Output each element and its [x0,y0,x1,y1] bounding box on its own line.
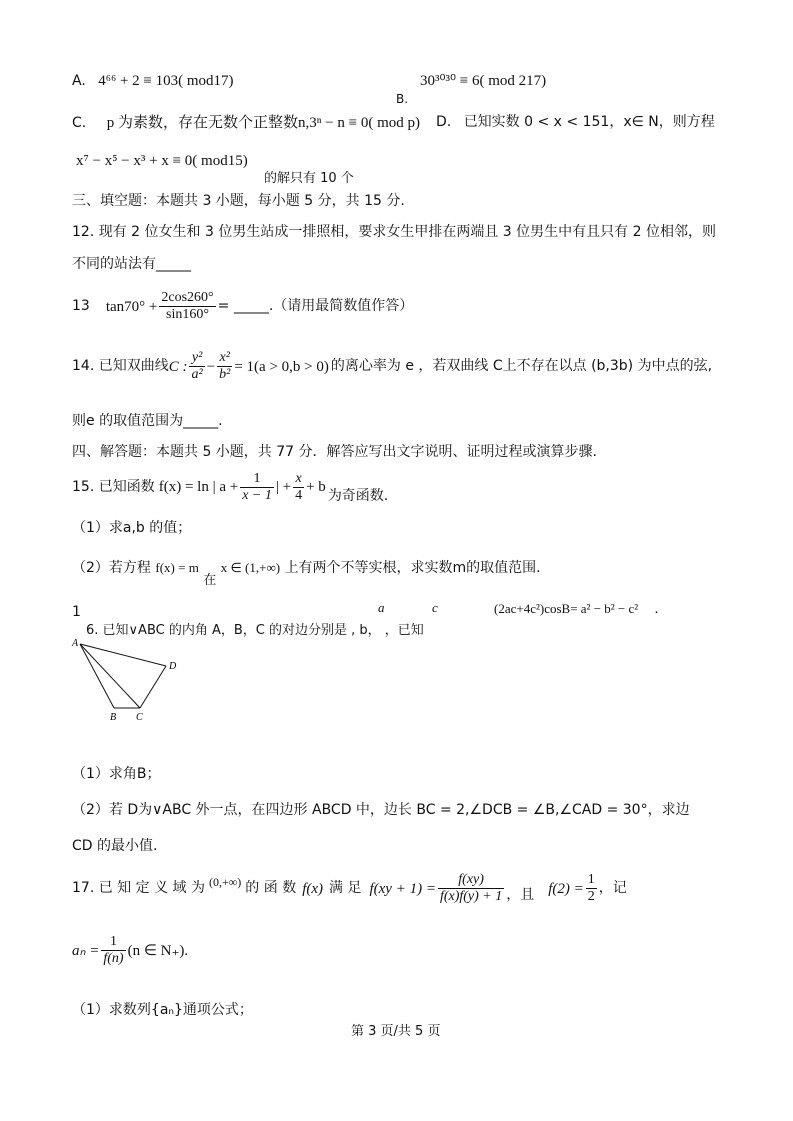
q13-frac-num: 2cos260° [159,290,215,307]
q15-frac-1 [240,471,274,504]
q16-number-top: 1 [72,604,81,620]
q11-option-c-label: C. [72,115,87,131]
q17-frac-f2-num: 1 [586,872,597,889]
q17-and: ，且 [506,887,535,904]
q12-line-1: 12. 现有 2 位女生和 3 位男生站成一排照相，要求女生甲排在两端且 3 位男生中有且只有 2 位相邻，则 [72,224,716,240]
q13-post: = _____.（请用最简数值作答） [217,298,414,315]
q15-part-1: （1）求a,b 的值； [72,520,192,536]
q15-expr-c: + b [306,479,326,496]
q13-frac-den: sin160° [166,307,209,323]
q16-floating-a: a [378,600,385,615]
q15-part-2-eq: f(x) = m [155,560,199,575]
q11-option-d-text: 已知实数 0 < x < 151，x∈ N，则方程 [463,114,715,130]
q15-frac-2 [293,471,304,504]
q14-frac-1 [189,350,204,383]
q16-part-1: （1）求角B； [72,766,161,782]
q17-text-c: 满 足 [329,880,362,897]
edge-ab [80,644,114,708]
vertex-d-label: D [169,661,177,672]
q17-domain: (0,+∞) [208,875,242,890]
q16-condition [494,600,658,618]
quadrilateral-figure [70,636,220,726]
vertex-b-label: B [110,712,117,723]
q14-frac-2 [217,350,232,383]
edge-ad [80,644,166,666]
q13 [72,290,413,323]
q15-frac-2-num: x [293,471,304,488]
q17-part-1: （1）求数列{aₙ}通项公式； [72,1002,253,1018]
q14-curve: C : [168,358,188,375]
section-3-heading: 三、填空题：本题共 3 小题，每小题 5 分，共 15 分. [72,193,405,209]
q16-floating-c: c [432,600,438,615]
q17-frac-f2-den: 2 [587,889,595,905]
page-footer: 第 3 页/共 5 页 [351,1024,441,1039]
q14-pre: 14. 已知双曲线 [72,358,169,375]
q11-option-c [72,114,420,132]
q15-part-2-post: 上有两个不等实根，求实数m的取值范围. [284,560,541,576]
q15-post: 为奇函数. [327,488,389,504]
vertex-a-label: A [72,638,79,649]
q17-text-b: 的 函 数 [245,880,297,897]
q17-frac-main-den: f(x)f(y) + 1 [439,889,503,905]
q11-option-a-label: A. [72,73,86,89]
q16-part-2: （2）若 D为∨ABC 外一点，在四边形 ABCD 中，边长 BC = 2,∠DCB = ∠B,∠CAD = 30°，求边 [72,802,690,818]
q15-frac-2-den: 4 [295,487,303,503]
q15-expr-b: | + [275,479,292,496]
q15-part-2-interval: x ∈ (1,+∞) [220,560,281,575]
q17-frac-main [438,872,504,905]
q11-option-b-expr: 30³⁰³⁰ ≡ 6( mod 217) [420,73,547,89]
q15-pre: 15. 已知函数 [72,479,155,495]
q12-line-2: 不同的站法有_____ [72,256,191,272]
q17-f2-lhs: f(2) = [548,880,584,897]
q13-pre: tan70° + [105,298,158,315]
q17-an-def [72,934,188,967]
q14-mid: 的离心率为 e ，若双曲线 C上不存在以点 (b,3b) 为中点的弦, [330,358,713,375]
q15-expr-a: f(x) = ln | a + [158,479,239,496]
q14-frac-1-den: a² [191,367,203,383]
q16-condition-expr: (2ac+4c²)cosB= a² − b² − c² [494,601,639,616]
q15-frac-1-den: x − 1 [242,487,272,503]
q17-frac-main-num: f(xy) [438,872,504,889]
q17-an-frac [101,934,125,967]
edge-cd [140,666,166,708]
q14-minus: − [206,358,216,375]
q17-line-1 [72,872,627,905]
q17-an-tail: (n ∈ N₊). [127,942,189,959]
q17-lhs: f(xy + 1) = [369,880,436,897]
q14-line-2: 则e 的取值范围为_____. [72,413,223,429]
q16-line: 6. 已知∨ABC 的内角 A，B，C 的对边分别是 , b， ，已知 [86,623,424,638]
q14-frac-2-den: b² [219,367,231,383]
q11-option-d-label: D. [436,114,452,130]
q14-cond: = 1(a > 0,b > 0) [234,358,329,375]
q17-frac-f2 [586,872,597,905]
q15-part-2-zai: 在 [203,573,217,588]
q11-option-d [436,114,715,131]
q11-option-c-text: p 为素数，存在无数个正整数n,3ⁿ − n ≡ 0( mod p) [106,115,420,131]
q17-an-lhs: aₙ = [72,942,100,959]
q17-an-frac-den: f(n) [103,951,124,967]
q13-fraction [159,290,215,323]
q16-condition-period: . [654,601,659,617]
q15 [72,470,388,505]
q17-an-frac-num: 1 [101,934,125,951]
q11-option-d-tail: 的解只有 10 个 [264,171,354,186]
q15-frac-1-num: 1 [240,471,274,488]
q11-option-b-label: B. [396,92,409,106]
q11-option-a-expr: 4⁶⁶ + 2 ≡ 103( mod17) [98,73,234,89]
q15-part-2 [72,560,541,588]
q17-fx: f(x) [302,880,324,897]
vertex-c-label: C [136,712,143,723]
q14-frac-2-num: x² [217,350,232,367]
q17-text-a: 17. 已 知 定 义 域 为 [72,880,205,897]
q17-tail: ，记 [598,880,627,897]
q14-frac-1-num: y² [189,350,204,367]
q13-number: 13 [72,298,90,315]
q14 [72,350,712,383]
q16-part-2b: CD 的最小值. [72,838,158,854]
q11-option-d-expr: x⁷ − x⁵ − x³ + x ≡ 0( mod15) [76,153,248,169]
q11-option-a [72,72,234,90]
q15-part-2-pre: （2）若方程 [72,560,151,576]
edge-ac [80,644,140,708]
section-4-heading: 四、解答题：本题共 5 小题，共 77 分．解答应写出文字说明、证明过程或演算步骤. [72,444,597,460]
